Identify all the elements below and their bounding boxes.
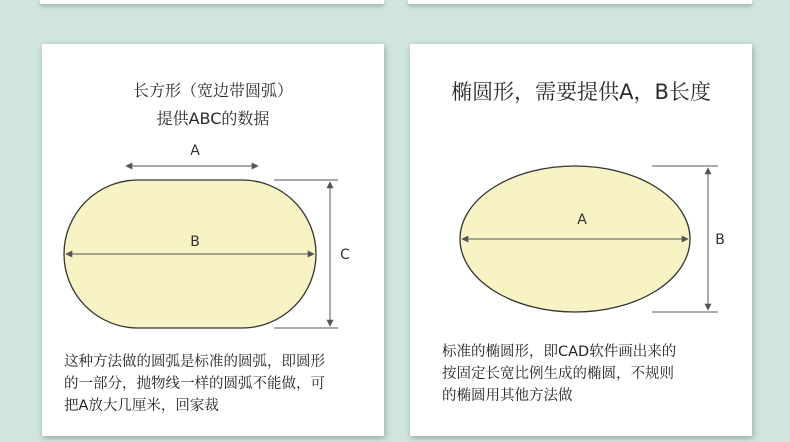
top-strip-left	[40, 0, 384, 4]
dimension-b-label: B	[190, 234, 200, 250]
dimension-b-label: B	[715, 232, 725, 248]
ellipse-description	[442, 341, 742, 407]
dimension-c-label: C	[340, 247, 350, 263]
ellipse-description-line: 按固定长宽比例生成的椭圆，不规则	[442, 366, 674, 382]
stadium-title-line2: 提供ABC的数据	[156, 109, 270, 128]
ellipse-description-line: 的椭圆用其他方法做	[442, 388, 573, 404]
stadium-description-line: 这种方法做的圆弧是标准的圆弧，即圆形	[64, 354, 325, 370]
top-strip-right	[408, 0, 752, 4]
dimension-a-label: A	[190, 143, 200, 159]
stadium-description	[64, 351, 380, 417]
ellipse-shape-card	[410, 44, 752, 436]
ellipse-title: 椭圆形，需要提供A，B长度	[451, 80, 711, 104]
stadium-title-line1: 长方形（宽边带圆弧）	[132, 81, 293, 100]
stadium-description-line: 的一部分，抛物线一样的圆弧不能做，可	[64, 376, 325, 392]
dimension-a-label: A	[577, 212, 587, 228]
stadium-shape-card	[42, 44, 384, 436]
ellipse-description-line: 标准的椭圆形，即CAD软件画出来的	[442, 344, 677, 360]
stadium-description-line: 把A放大几厘米，回家裁	[64, 398, 219, 414]
